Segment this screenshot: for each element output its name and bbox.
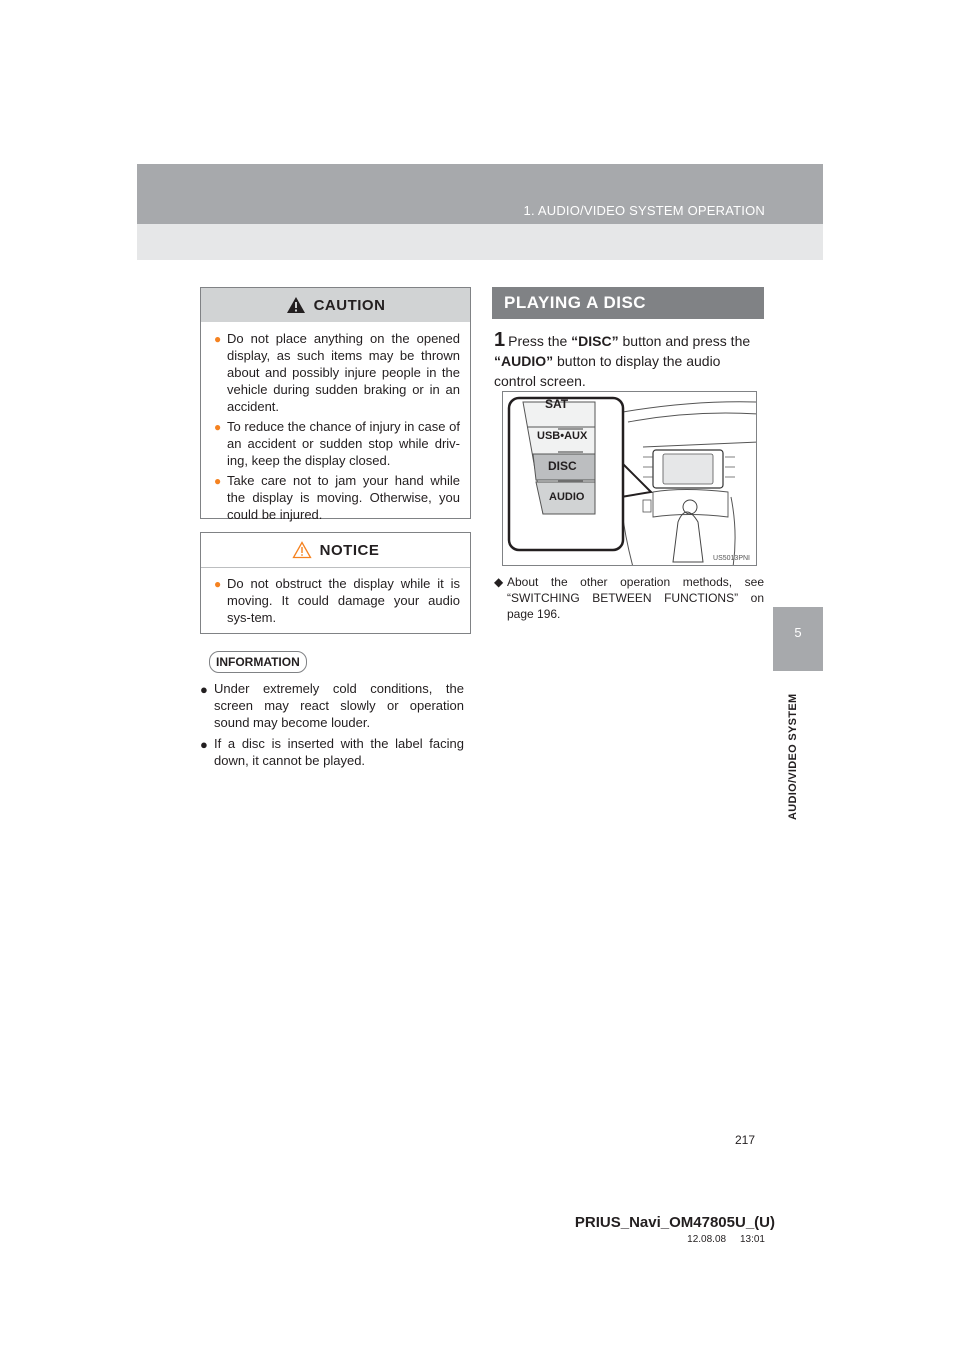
figure-button-sat: SAT — [545, 397, 569, 411]
bullet-icon: ● — [200, 682, 208, 697]
notice-box — [200, 532, 471, 634]
caution-title: CAUTION — [313, 296, 386, 314]
dashboard-figure — [502, 391, 757, 566]
information-list — [200, 680, 464, 773]
step-number: 1 — [494, 329, 506, 351]
caution-box — [200, 287, 471, 522]
section-heading: PLAYING A DISC — [492, 287, 764, 319]
information-tag: INFORMATION — [209, 651, 307, 673]
bullet-icon: ● — [214, 577, 222, 591]
caution-header — [201, 288, 470, 322]
warning-outline-icon — [292, 541, 312, 559]
bullet-icon: ● — [214, 332, 222, 346]
step-1: 1 Press the “DISC” button and press the “AUDIO” button to display the audio control screen. — [494, 329, 751, 389]
caution-item: ● Take care not to jam your hand while the display is moving. Otherwise, you could be injured. — [214, 473, 460, 522]
figure-button-disc: DISC — [548, 459, 577, 473]
note-text: About the other operation methods, see “SWITCHING BETWEEN FUNCTIONS” on page 196. — [507, 575, 764, 621]
figure-button-usb-aux: USB•AUX — [537, 430, 588, 442]
audio-button-label: “AUDIO” — [494, 353, 554, 369]
header-title: 1. AUDIO/VIDEO SYSTEM OPERATION — [523, 203, 765, 218]
dashboard-illustration — [503, 392, 757, 566]
note-item — [494, 574, 764, 622]
footer-date: 12.08.08 13:01 — [687, 1234, 765, 1245]
chapter-label: AUDIO/VIDEO SYSTEM — [787, 693, 799, 820]
bullet-icon: ● — [214, 420, 222, 434]
bullet-icon: ● — [214, 474, 222, 488]
notice-title: NOTICE — [319, 541, 380, 559]
caution-item: ● To reduce the chance of injury in case of an accident or sudden stop while driv-ing, keep the display closed. — [214, 419, 460, 468]
information-item: ● If a disc is inserted with the label facing down, it cannot be played. — [200, 736, 464, 768]
footer-model: PRIUS_Navi_OM47805U_(U) — [574, 1214, 775, 1231]
notice-list — [214, 575, 460, 629]
figure-code: US5013PNI — [713, 555, 750, 562]
caution-list — [214, 330, 460, 526]
diamond-bullet-icon: ◆ — [494, 575, 504, 589]
notice-header — [201, 533, 470, 568]
page-number: 217 — [734, 1133, 755, 1147]
bullet-icon: ● — [200, 737, 208, 752]
header-subbar — [137, 224, 823, 260]
warning-icon — [286, 296, 306, 314]
chapter-number: 5 — [794, 625, 802, 640]
notice-item: ● Do not obstruct the display while it is moving. It could damage your audio sys-tem. — [214, 576, 460, 625]
caution-item: ● Do not place anything on the opened display, as such items may be thrown about and possibly injure people in the vehicle during sudden braking or in an accident. — [214, 331, 460, 414]
disc-button-label: “DISC” — [571, 333, 619, 349]
figure-button-audio: AUDIO — [549, 491, 585, 503]
information-item: ● Under extremely cold conditions, the screen may react slowly or operation sound may become louder. — [200, 681, 464, 730]
chapter-label-wrap — [763, 680, 803, 860]
